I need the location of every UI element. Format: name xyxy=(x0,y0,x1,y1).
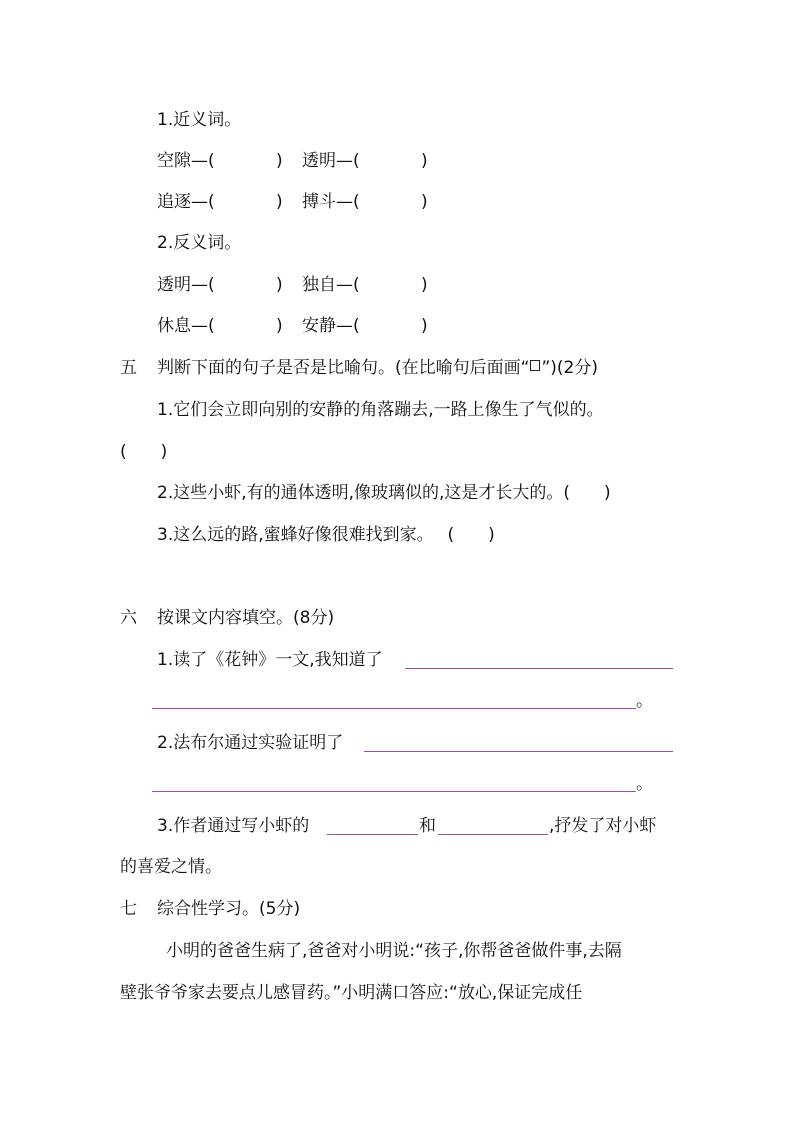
synonym-close-4: ) xyxy=(421,192,428,212)
section-7-title: 综合性学习。(5分) xyxy=(157,899,301,919)
section-6-title: 按课文内容填空。(8分) xyxy=(157,608,335,628)
antonym-close-2: ) xyxy=(421,275,428,295)
synonym-close-1: ) xyxy=(276,151,283,171)
question-6-3c: ,抒发了对小虾 xyxy=(549,816,657,836)
section-5-title-b: ”)(2分) xyxy=(541,358,598,378)
synonym-item-3: 追逐—( xyxy=(157,192,215,212)
synonym-item-2: 透明—( xyxy=(302,151,360,171)
section-7-paragraph-line-2: 壁张爷爷家去要点儿感冒药。”小明满口答应:“放心,保证完成任 xyxy=(120,983,583,1003)
antonyms-label: 2.反义词。 xyxy=(157,233,242,253)
synonyms-label: 1.近义词。 xyxy=(157,110,242,130)
synonym-close-3: ) xyxy=(276,192,283,212)
answer-line-6-2b[interactable] xyxy=(152,791,636,792)
section-number-5: 五 xyxy=(120,358,137,378)
section-7-paragraph-line-1: 小明的爸爸生病了,爸爸对小明说:“孩子,你帮爸爸做件事,去隔 xyxy=(166,941,622,961)
antonym-close-3: ) xyxy=(276,316,283,336)
synonym-close-2: ) xyxy=(421,151,428,171)
question-5-2: 2.这些小虾,有的通体透明,像玻璃似的,这是才长大的。( ) xyxy=(157,483,611,503)
answer-line-6-1b[interactable] xyxy=(152,708,636,709)
question-6-3b: 和 xyxy=(419,816,436,836)
synonym-item-4: 搏斗—( xyxy=(302,192,360,212)
period-6-1: 。 xyxy=(636,691,653,711)
antonym-item-2: 独自—( xyxy=(302,275,360,295)
period-6-2: 。 xyxy=(636,774,653,794)
answer-line-6-3b[interactable] xyxy=(438,834,548,835)
question-6-1: 1.读了《花钟》一文,我知道了 xyxy=(157,650,383,670)
section-number-6: 六 xyxy=(120,608,137,628)
question-5-1: 1.它们会立即向别的安静的角落蹦去,一路上像生了气似的。 xyxy=(157,400,604,420)
square-icon xyxy=(530,360,540,371)
antonym-close-4: ) xyxy=(421,316,428,336)
section-5-title xyxy=(157,356,598,380)
antonym-close-1: ) xyxy=(276,275,283,295)
question-6-3d: 的喜爱之情。 xyxy=(120,857,222,877)
question-5-3: 3.这么远的路,蜜蜂好像很难找到家。 ( ) xyxy=(157,525,495,545)
answer-line-6-3a[interactable] xyxy=(327,834,418,835)
answer-line-6-1a[interactable] xyxy=(405,668,673,669)
antonym-item-1: 透明—( xyxy=(157,275,215,295)
synonym-item-1: 空隙—( xyxy=(157,151,215,171)
antonym-item-4: 安静—( xyxy=(302,316,360,336)
question-6-3a: 3.作者通过写小虾的 xyxy=(157,816,310,836)
antonym-item-3: 休息—( xyxy=(157,316,215,336)
section-number-7: 七 xyxy=(120,899,137,919)
question-6-2: 2.法布尔通过实验证明了 xyxy=(157,733,344,753)
answer-line-6-2a[interactable] xyxy=(364,751,673,752)
answer-paren-5-1: ( ) xyxy=(120,442,168,462)
section-5-title-a: 判断下面的句子是否是比喻句。(在比喻句后面画“ xyxy=(157,358,530,378)
